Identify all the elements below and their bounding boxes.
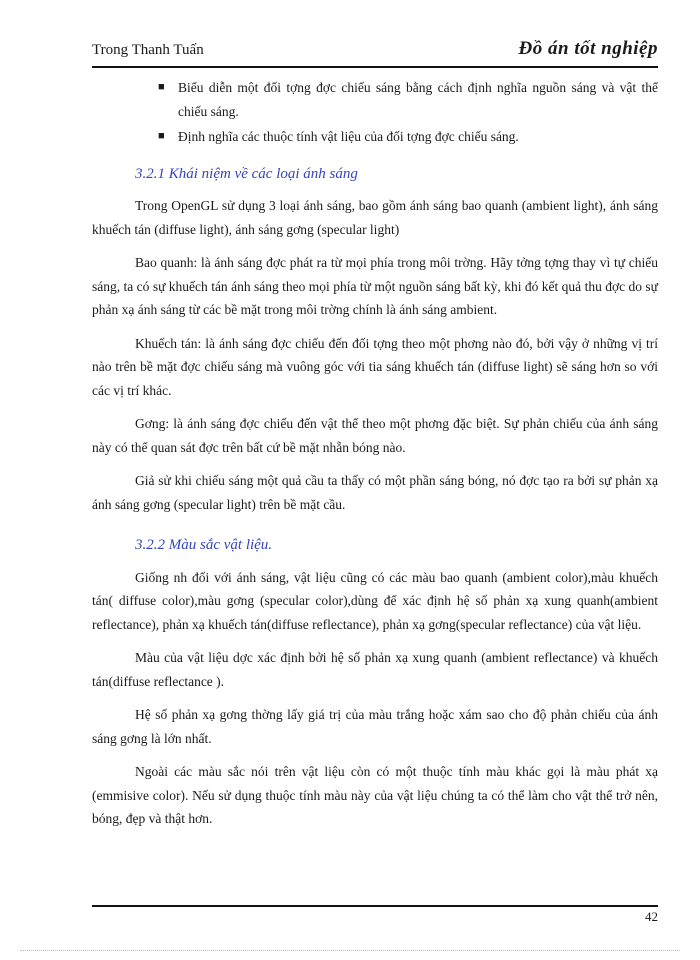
paragraph: Bao quanh: là ánh sáng đợc phát ra từ mọi phía trong môi trờng. Hãy tởng tợng thay vì tự chiếu sáng, ta có sự khuếch tán ánh sáng theo mọi phía từ một nguồn sáng bất kỳ, khi đó kết quả thu đợc do sự phản xạ ánh sáng từ các bề mặt trong môi trờng chính là ánh sáng ambient. <box>92 255 658 317</box>
paragraph: Gơng: là ánh sáng đợc chiếu đến vật thể theo một phơng đặc biệt. Sự phản chiếu của ánh sáng này có thể quan sát đợc trên bất cứ bề mặt nhẵn bóng nào. <box>92 416 658 455</box>
paragraph: Hệ số phản xạ gơng thờng lấy giá trị của màu trắng hoặc xám sao cho độ phản chiếu của ánh sáng gơng là lớn nhất. <box>92 707 658 746</box>
header-divider <box>92 66 658 68</box>
footer-divider <box>92 905 658 907</box>
page-number: 42 <box>645 909 658 924</box>
bullet-text: Biểu diễn một đối tợng đợc chiếu sáng bằng cách định nghĩa nguồn sáng và vật thể chiếu sáng. <box>178 80 658 119</box>
section-heading: 3.2.1 Khái niệm về các loại ánh sáng <box>135 165 358 182</box>
header-author: Trong Thanh Tuấn <box>92 42 204 58</box>
bullet-square-icon: ■ <box>158 130 165 142</box>
bullet-text: Định nghĩa các thuộc tính vật liệu của đối tợng đợc chiếu sáng. <box>178 129 519 144</box>
paragraph: Khuếch tán: là ánh sáng đợc chiếu đến đối tợng theo một phơng nào đó, bởi vậy ở những vị trí nào trên bề mặt đợc chiếu sáng mà vuông góc với tia sáng khuếch tán (diffuse light) sẽ sáng hơn so với các vị trí khác. <box>92 335 658 398</box>
section-heading: 3.2.2 Màu sắc vật liệu. <box>135 537 273 553</box>
paragraph: Giả sử khi chiếu sáng một quả cầu ta thấy có một phần sáng bóng, nó đợc tạo ra bởi sự phản xạ ánh sáng gơng (specular light) trên bề mặt cầu. <box>92 473 658 512</box>
page-edge-dotted-line <box>20 950 680 951</box>
bullet-square-icon: ■ <box>158 81 165 93</box>
bullet-item <box>92 125 658 149</box>
paragraph: Trong OpenGL sử dụng 3 loại ánh sáng, bao gồm ánh sáng bao quanh (ambient light), ánh sáng khuếch tán (diffuse light), ánh sáng gơng (specular light) <box>92 198 658 237</box>
paragraph: Ngoài các màu sắc nói trên vật liệu còn có một thuộc tính màu khác gọi là màu phát xạ (emmisive color). Nếu sử dụng thuộc tính màu này của vật liệu chúng ta có thể làm cho vật thể trở nên, bóng, đẹp và thật hơn. <box>92 764 658 826</box>
bullet-item <box>92 76 658 123</box>
paragraph: Màu của vật liệu dợc xác định bởi hệ số phản xạ xung quanh (ambient reflectance) và khuếch tán(diffuse reflectance ). <box>92 650 658 689</box>
page-header <box>92 38 658 66</box>
header-title: Đồ án tốt nghiệp <box>518 38 658 59</box>
paragraph: Giống nh đối với ánh sáng, vật liệu cũng có các màu bao quanh (ambient color),màu khuếch tán( diffuse color),màu gơng (specular color),dùng để xác định hệ số phản xạ xung quanh(ambient reflectance), phản xạ khuếch tán(diffuse reflectance), phản xạ gơng(specular reflectance) của vật liệu. <box>92 569 658 632</box>
document-body <box>92 76 658 841</box>
